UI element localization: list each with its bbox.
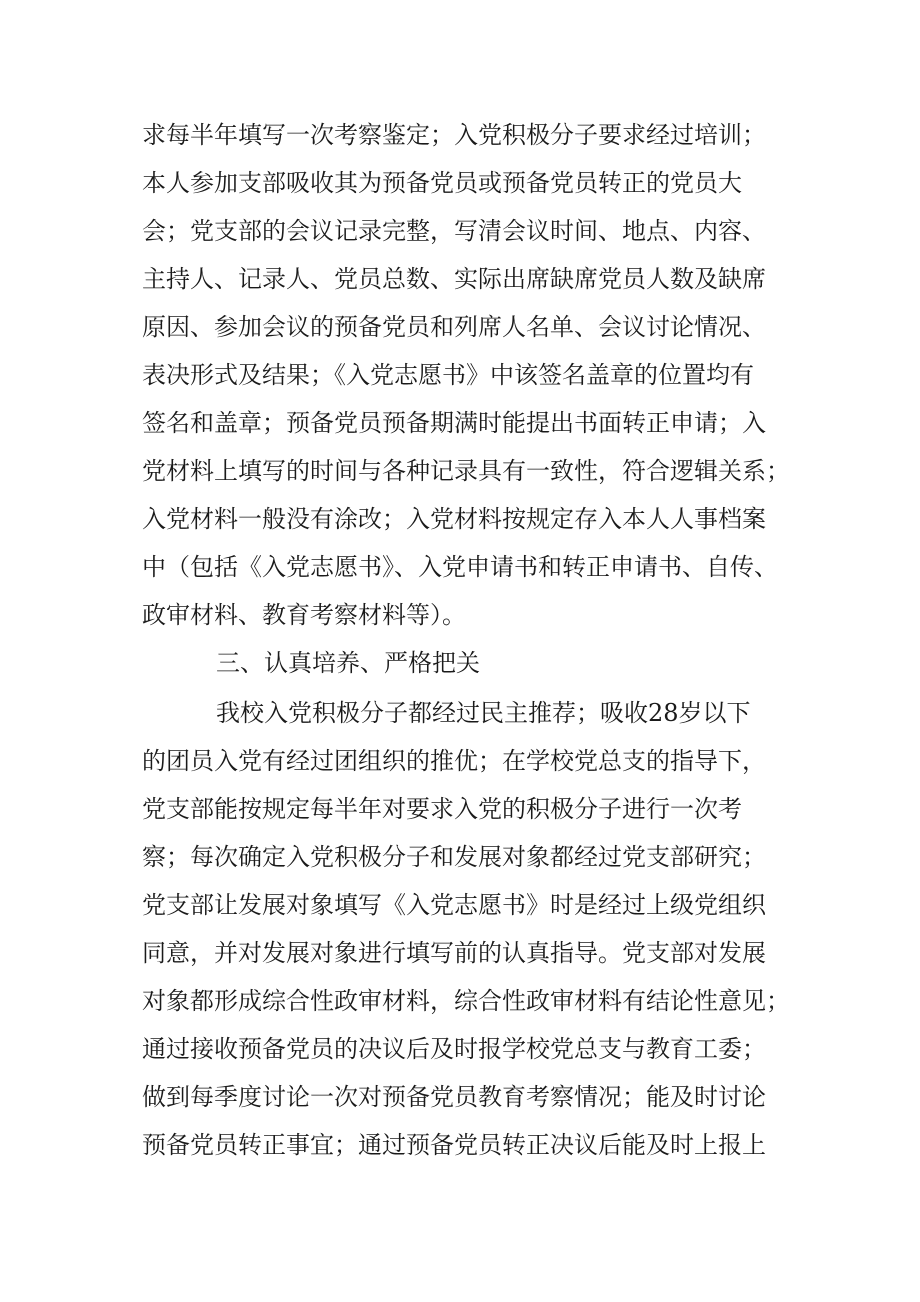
text-line: 表决形式及结果；《入党志愿书》中该签名盖章的位置均有 (142, 361, 754, 389)
text-line: 党支部能按规定每半年对要求入党的积极分子进行一次考 (142, 795, 742, 823)
text-line: 会；党支部的会议记录完整，写清会议时间、地点、内容、 (142, 217, 766, 245)
text-line: 主持人、记录人、党员总数、实际出席缺席党员人数及缺席 (142, 265, 766, 293)
text-line: 党支部让发展对象填写《入党志愿书》时是经过上级党组织 (142, 891, 766, 919)
text-line: 做到每季度讨论一次对预备党员教育考察情况；能及时讨论 (142, 1083, 766, 1111)
text-line: 入党材料一般没有涂改；入党材料按规定存入本人人事档案 (142, 505, 766, 533)
text-line: 求每半年填写一次考察鉴定；入党积极分子要求经过培训； (142, 121, 766, 149)
text-line: 同意，并对发展对象进行填写前的认真指导。党支部对发展 (142, 939, 766, 967)
text-line: 中（包括《入党志愿书》、入党申请书和转正申请书、自传、 (142, 553, 778, 581)
text-line: 政审材料、教育考察材料等）。 (142, 601, 466, 629)
text-line: 察；每次确定入党积极分子和发展对象都经过党支部研究； (142, 843, 766, 871)
section-heading: 三、认真培养、严格把关 (216, 649, 480, 677)
text-line: 的团员入党有经过团组织的推优；在学校党总支的指导下， (142, 747, 766, 775)
text-line: 党材料上填写的时间与各种记录具有一致性，符合逻辑关系； (142, 457, 790, 485)
text-line: 本人参加支部吸收其为预备党员或预备党员转正的党员大 (142, 169, 742, 197)
text-line: 对象都形成综合性政审材料，综合性政审材料有结论性意见； (142, 987, 790, 1015)
text-line: 签名和盖章；预备党员预备期满时能提出书面转正申请；入 (142, 409, 766, 437)
paragraph-first-line: 我校入党积极分子都经过民主推荐；吸收28岁以下 (216, 699, 751, 727)
text-line: 通过接收预备党员的决议后及时报学校党总支与教育工委； (142, 1035, 766, 1063)
text-line: 原因、参加会议的预备党员和列席人名单、会议讨论情况、 (142, 313, 766, 341)
text-line: 预备党员转正事宜；通过预备党员转正决议后能及时上报上 (142, 1131, 766, 1159)
